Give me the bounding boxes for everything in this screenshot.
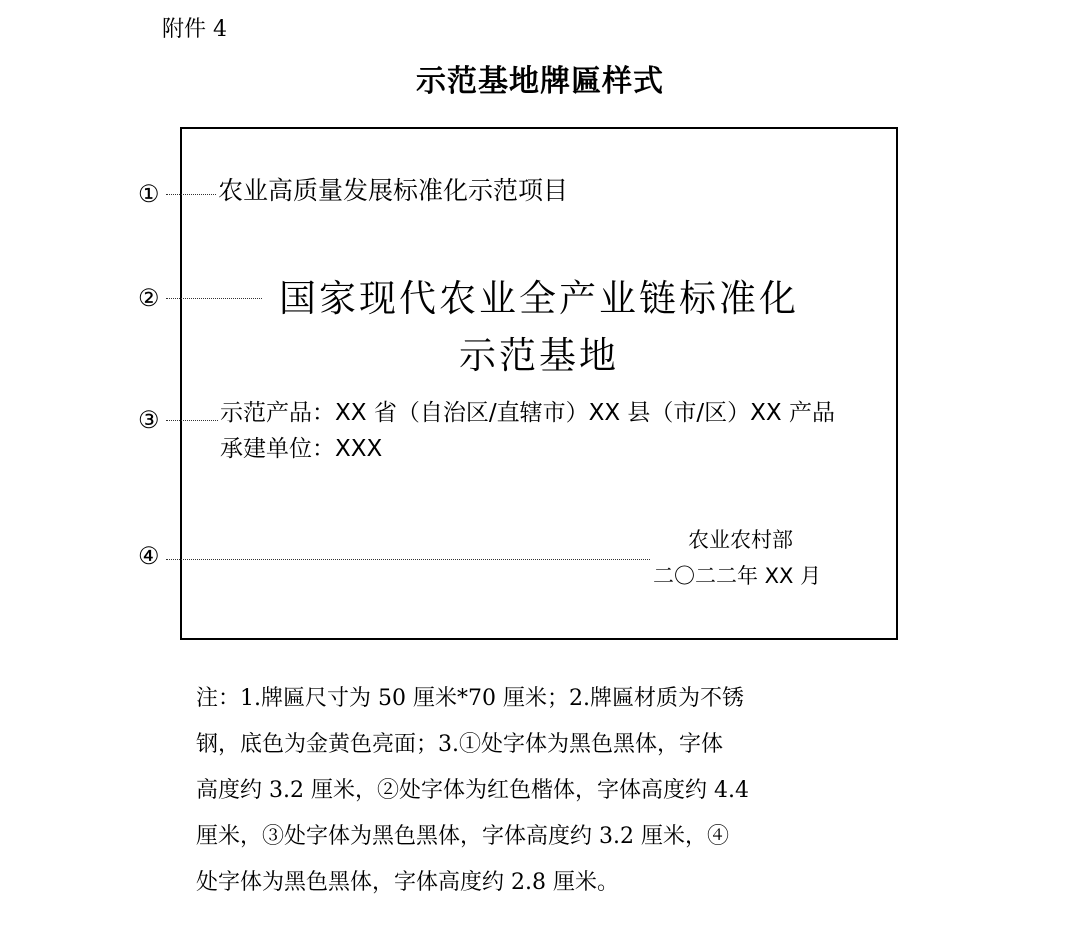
base-name-line-1: 国家现代农业全产业链标准化 — [279, 277, 799, 320]
leader-line-3 — [166, 420, 218, 421]
demo-product-text: 示范产品：XX 省（自治区/直辖市）XX 县（市/区）XX 产品 — [220, 400, 835, 426]
marker-1: ① — [138, 180, 160, 208]
marker-3: ③ — [138, 406, 160, 434]
note-line-4: 厘米，③处字体为黑色黑体，字体高度约 3.2 厘米，④ — [196, 824, 729, 849]
marker-4: ④ — [138, 542, 160, 570]
note-line-1: 注：1.牌匾尺寸为 50 厘米*70 厘米；2.牌匾材质为不锈 — [196, 686, 744, 711]
note-line-5: 处字体为黑色黑体，字体高度约 2.8 厘米。 — [196, 870, 619, 895]
attachment-label: 附件 4 — [162, 17, 227, 42]
notes-block — [196, 676, 896, 906]
issue-date: 二〇二二年 XX 月 — [653, 564, 822, 588]
leader-line-1 — [166, 194, 216, 195]
base-name-line-2: 示范基地 — [459, 334, 619, 377]
note-line-3: 高度约 3.2 厘米，②处字体为红色楷体，字体高度约 4.4 — [196, 778, 749, 803]
document-title: 示范基地牌匾样式 — [416, 64, 664, 99]
marker-2: ② — [138, 284, 160, 312]
ministry-name: 农业农村部 — [688, 528, 793, 552]
project-name-text: 农业高质量发展标准化示范项目 — [218, 176, 569, 205]
leader-line-4 — [166, 559, 650, 560]
builder-unit-text: 承建单位：XXX — [220, 436, 383, 462]
note-line-2: 钢，底色为金黄色亮面；3.①处字体为黑色黑体，字体 — [196, 732, 723, 757]
